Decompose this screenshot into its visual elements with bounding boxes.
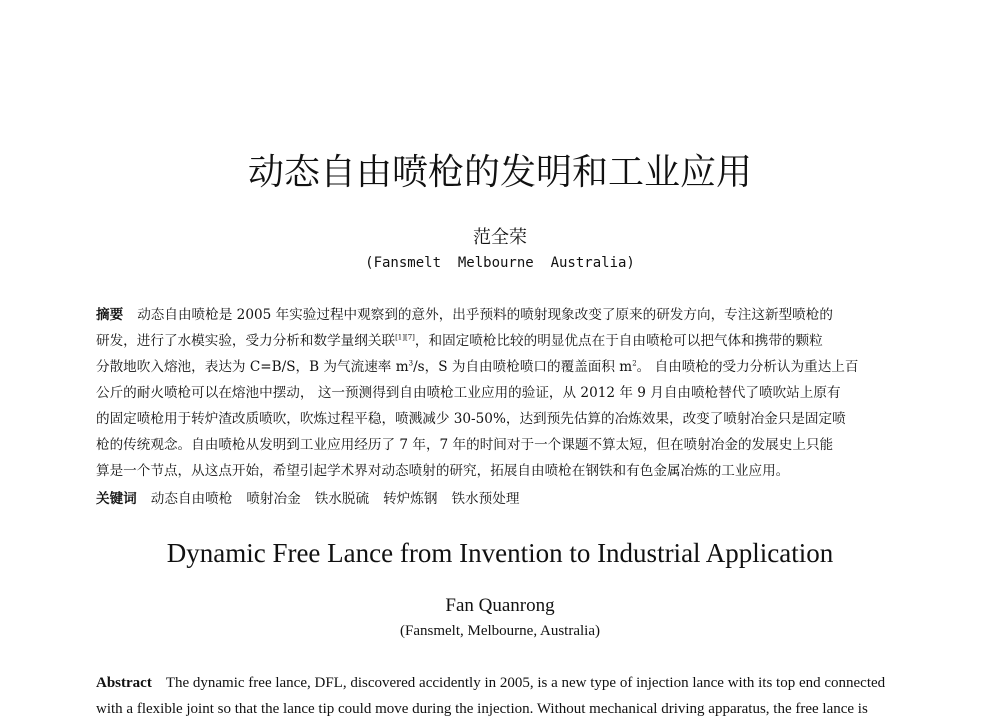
english-abstract-line-1 bbox=[96, 670, 906, 696]
abstract-line-5 bbox=[96, 406, 906, 432]
keywords-label: 关键词 bbox=[96, 491, 137, 507]
author-name-english: Fan Quanrong bbox=[445, 595, 555, 616]
keyword: 铁水脱硫 bbox=[314, 491, 370, 507]
abstract-text: 研发，进行了水模实验，受力分析和数学量纲关联 bbox=[96, 333, 396, 349]
affiliation-chinese: (Fansmelt Melbourne Australia) bbox=[365, 255, 635, 271]
abstract-text: 分散地吹入熔池，表达为 C=B/S，B 为气流速率 m bbox=[96, 359, 409, 375]
affiliation-english: (Fansmelt, Melbourne, Australia) bbox=[400, 623, 600, 639]
abstract-line-2 bbox=[96, 328, 906, 354]
keywords-line bbox=[96, 486, 906, 512]
abstract-text: 公斤的耐火喷枪可以在熔池中摆动， 这一预测得到自由喷枪工业应用的验证，从 2012 年 9 月自由喷枪替代了喷吹站上原有 bbox=[96, 385, 841, 401]
english-abstract-text: The dynamic free lance, DFL, discovered accidently in 2005, is a new type of injection lance with its top end connected bbox=[165, 675, 886, 691]
english-abstract-line-2 bbox=[96, 696, 906, 722]
page-title-chinese: 动态自由喷枪的发明和工业应用 bbox=[247, 152, 752, 193]
english-abstract-text: with a flexible joint so that the lance tip could move during the injection. Without mechanical driving apparatus, the free lance is bbox=[96, 701, 868, 717]
keyword: 喷射冶金 bbox=[246, 491, 301, 507]
abstract-line-3 bbox=[96, 354, 906, 380]
abstract-text: 枪的传统观念。自由喷枪从发明到工业应用经历了 7 年，7 年的时间对于一个课题不算太短，但在喷射冶金的发展史上只能 bbox=[96, 437, 834, 453]
abstract-line-4 bbox=[96, 380, 906, 406]
abstract-line-1 bbox=[96, 302, 906, 328]
abstract-text: 动态自由喷枪是 2005 年实验过程中观察到的意外，出乎预料的喷射现象改变了原来的研发方向，专注这新型喷枪的 bbox=[137, 307, 833, 323]
keyword: 动态自由喷枪 bbox=[150, 491, 233, 507]
abstract-text: /s，S 为自由喷枪喷口的覆盖面积 m bbox=[413, 359, 633, 375]
abstract-line-7 bbox=[96, 458, 906, 484]
english-abstract-label: Abstract bbox=[96, 675, 152, 691]
unit-superscript: 2 bbox=[632, 359, 637, 368]
keyword: 铁水预处理 bbox=[451, 491, 520, 507]
abstract-line-6 bbox=[96, 432, 906, 458]
citation-reference: [1][7] bbox=[395, 333, 415, 342]
unit-superscript: 3 bbox=[408, 359, 414, 368]
author-name-chinese: 范全荣 bbox=[473, 227, 527, 248]
abstract-text: 的固定喷枪用于转炉渣改质喷吹，吹炼过程平稳，喷溅减少 30-50%，达到预先估算的冶炼效果，改变了喷射冶金只是固定喷 bbox=[96, 411, 846, 427]
abstract-text: 。 自由喷枪的受力分析认为重达上百 bbox=[636, 359, 859, 375]
keyword: 转炉炼钢 bbox=[383, 491, 438, 507]
abstract-text: 算是一个节点，从这点开始，希望引起学术界对动态喷射的研究，拓展自由喷枪在钢铁和有色金属冶炼的工业应用。 bbox=[96, 463, 790, 479]
page-title-english: Dynamic Free Lance from Invention to Industrial Application bbox=[166, 538, 834, 568]
abstract-label: 摘要 bbox=[96, 307, 124, 323]
abstract-text: ，和固定喷枪比较的明显优点在于自由喷枪可以把气体和携带的颗粒 bbox=[414, 333, 823, 349]
